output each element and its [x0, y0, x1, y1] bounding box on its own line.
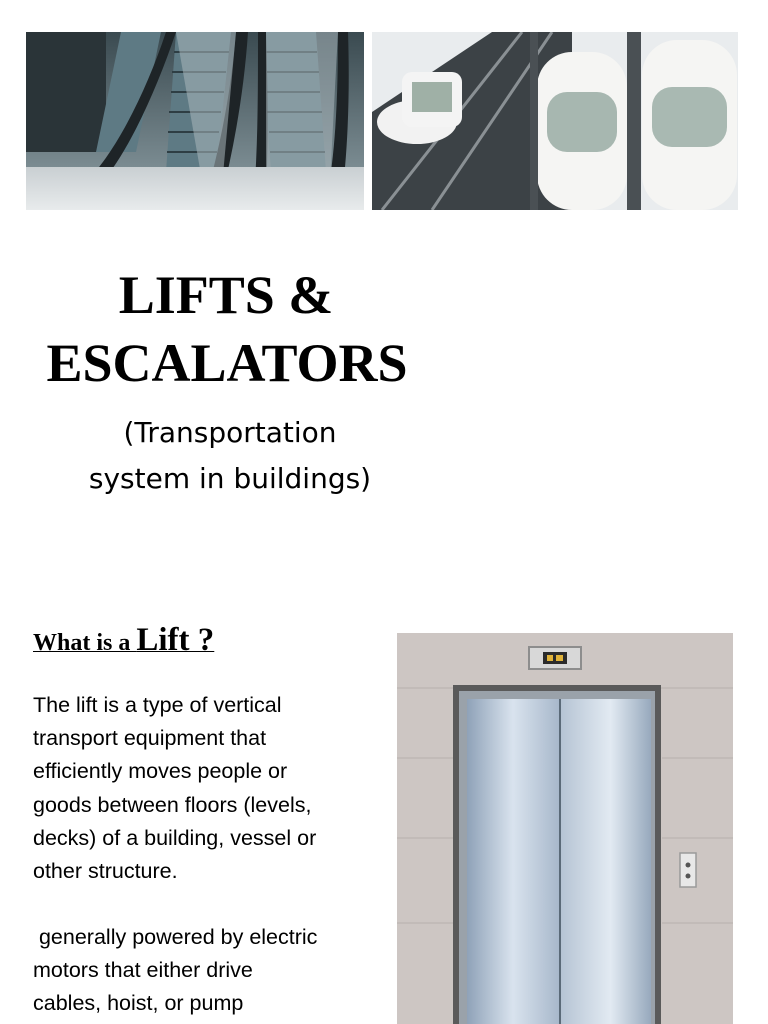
paragraph-line: cables, hoist, or pump	[33, 991, 244, 1016]
title-line-1: LIFTS &	[118, 265, 334, 325]
paragraph-line: efficiently moves people or	[33, 759, 288, 784]
lift-power-paragraph	[33, 921, 383, 1021]
paragraph-line: goods between floors (levels,	[33, 792, 312, 817]
subtitle-line-2: system in buildings)	[88, 462, 372, 495]
paragraph-line: generally powered by electric	[33, 925, 318, 949]
lift-door-photo	[397, 633, 733, 1024]
subtitle-line-1: (Transportation	[123, 416, 337, 449]
escalator-photo	[26, 32, 364, 210]
paragraph-line: motors that either drive	[33, 958, 253, 983]
paragraph-line: decks) of a building, vessel or	[33, 825, 317, 850]
section-heading-prefix: What is a	[33, 630, 137, 656]
lift-definition-paragraph	[33, 689, 383, 888]
paragraph-line: other structure.	[33, 859, 178, 884]
panoramic-elevator-photo	[372, 32, 738, 210]
section-heading	[33, 622, 214, 659]
section-heading-word: Lift ?	[136, 622, 215, 658]
paragraph-line: transport equipment that	[33, 726, 267, 751]
title-line-2: ESCALATORS	[46, 333, 408, 393]
paragraph-line: The lift is a type of vertical	[33, 693, 282, 717]
